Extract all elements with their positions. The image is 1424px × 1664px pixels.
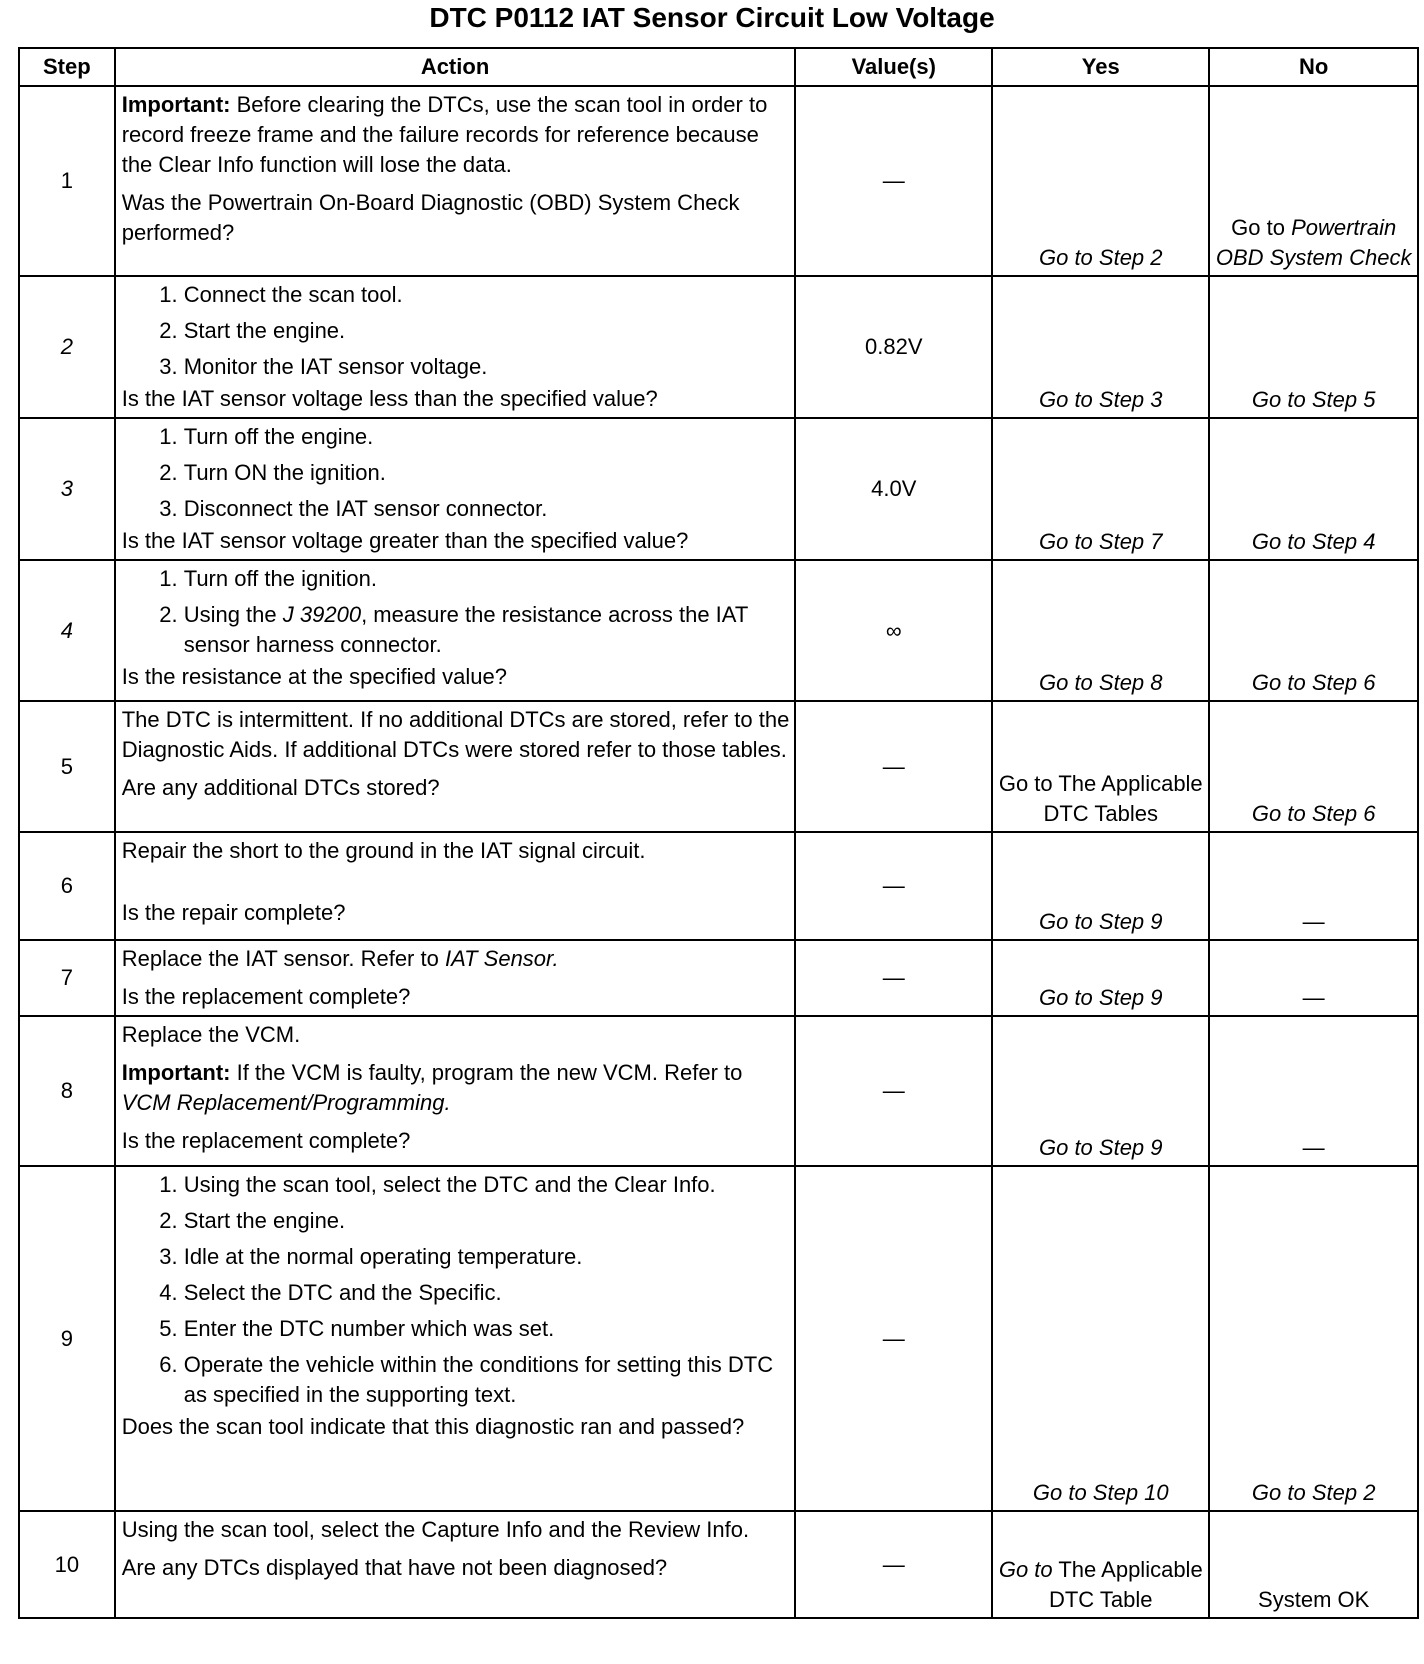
no-cell: — — [1209, 940, 1418, 1016]
action-text: Using the scan tool, select the Capture Info and the Review Info. — [121, 1517, 750, 1542]
action-cell — [115, 1511, 796, 1618]
table-row — [19, 701, 1418, 832]
value-cell: — — [795, 1511, 992, 1618]
action-steps-list — [122, 422, 790, 524]
no-cell: System OK — [1209, 1511, 1418, 1618]
action-text-part: Replace the IAT sensor. Refer to — [121, 946, 445, 971]
question-text: Was the Powertrain On-Board Diagnostic (OBD) System Check performed? — [121, 190, 740, 245]
value-cell: — — [795, 832, 992, 940]
no-cell: — — [1209, 832, 1418, 940]
yes-cell: Go to Step 9 — [992, 1016, 1209, 1166]
action-text: Repair the short to the ground in the IAT signal circuit. — [121, 838, 646, 863]
step-text: Using the — [183, 602, 283, 627]
table-row — [19, 1016, 1418, 1166]
list-item: 3. Disconnect the IAT sensor connector. — [184, 494, 790, 524]
table-row — [19, 940, 1418, 1016]
value-cell: — — [795, 1016, 992, 1166]
header-no: No — [1209, 48, 1418, 86]
yes-cell: Go to Step 2 — [992, 86, 1209, 276]
yes-cell: Go to The Applicable DTC Tables — [992, 701, 1209, 832]
action-cell — [115, 86, 796, 276]
action-cell — [115, 1016, 796, 1166]
list-item: 2. Start the engine. — [184, 1206, 790, 1236]
no-cell: Go to Step 6 — [1209, 560, 1418, 701]
table-row — [19, 1511, 1418, 1618]
action-cell — [115, 832, 796, 940]
list-item: 2. Turn ON the ignition. — [184, 458, 790, 488]
value-cell: — — [795, 701, 992, 832]
action-steps-list — [122, 1170, 790, 1410]
step-text: , measure the resistance across the IAT sensor harness connector. — [183, 602, 748, 657]
no-cell: Go to Step 5 — [1209, 276, 1418, 418]
no-cell: Go to Step 6 — [1209, 701, 1418, 832]
question-text: Is the IAT sensor voltage greater than the specified value? — [121, 528, 689, 553]
no-link: Powertrain OBD System Check — [1215, 215, 1412, 270]
step-number: 4 — [19, 560, 115, 701]
action-text — [122, 944, 790, 974]
value-cell: — — [795, 940, 992, 1016]
yes-cell — [992, 1511, 1209, 1618]
question-text: Is the IAT sensor voltage less than the specified value? — [121, 386, 658, 411]
table-row — [19, 418, 1418, 560]
yes-cell: Go to Step 3 — [992, 276, 1209, 418]
list-item: 4. Select the DTC and the Specific. — [184, 1278, 790, 1308]
yes-cell: Go to Step 10 — [992, 1166, 1209, 1511]
action-text: Replace the VCM. — [121, 1022, 301, 1047]
header-action: Action — [115, 48, 796, 86]
yes-cell: Go to Step 7 — [992, 418, 1209, 560]
action-cell — [115, 276, 796, 418]
table-header-row — [19, 48, 1418, 86]
important-label: Important: — [121, 92, 231, 117]
no-cell — [1209, 86, 1418, 276]
reference-link: IAT Sensor. — [444, 946, 559, 971]
table-row — [19, 832, 1418, 940]
yes-cell: Go to Step 9 — [992, 940, 1209, 1016]
action-cell — [115, 1166, 796, 1511]
question-text: Is the replacement complete? — [121, 1128, 411, 1153]
value-cell: 4.0V — [795, 418, 992, 560]
yes-prefix: Go to — [998, 1557, 1053, 1582]
no-cell: — — [1209, 1016, 1418, 1166]
step-number: 9 — [19, 1166, 115, 1511]
step-number: 10 — [19, 1511, 115, 1618]
important-label: Important: — [121, 1060, 231, 1085]
list-item: 5. Enter the DTC number which was set. — [184, 1314, 790, 1344]
table-row — [19, 86, 1418, 276]
yes-rest: The Applicable DTC Table — [1048, 1557, 1203, 1612]
action-text: The DTC is intermittent. If no additional DTCs are stored, refer to the Diagnostic Aids. If additional DTCs were stored refer to those tables. — [121, 707, 790, 762]
table-row — [19, 560, 1418, 701]
table-row — [19, 1166, 1418, 1511]
step-number: 7 — [19, 940, 115, 1016]
yes-cell: Go to Step 9 — [992, 832, 1209, 940]
table-row — [19, 276, 1418, 418]
list-item: 1. Turn off the engine. — [184, 422, 790, 452]
header-values: Value(s) — [795, 48, 992, 86]
important-note — [122, 90, 790, 180]
action-steps-list — [122, 280, 790, 382]
tool-reference: J 39200 — [282, 602, 362, 627]
question-text: Are any DTCs displayed that have not been diagnosed? — [121, 1555, 668, 1580]
important-text: Before clearing the DTCs, use the scan tool in order to record freeze frame and the failure records for reference because the Clear Info function will lose the data. — [121, 92, 768, 177]
step-number: 3 — [19, 418, 115, 560]
step-number: 5 — [19, 701, 115, 832]
list-item: 2. Start the engine. — [184, 316, 790, 346]
important-note — [122, 1058, 790, 1118]
important-text: If the VCM is faulty, program the new VCM. Refer to — [230, 1060, 743, 1085]
action-cell — [115, 560, 796, 701]
step-number: 2 — [19, 276, 115, 418]
question-text: Is the repair complete? — [121, 900, 346, 925]
action-cell — [115, 418, 796, 560]
diagnostic-table — [18, 47, 1419, 1619]
step-number: 1 — [19, 86, 115, 276]
value-cell: — — [795, 86, 992, 276]
no-cell: Go to Step 2 — [1209, 1166, 1418, 1511]
value-cell: ∞ — [795, 560, 992, 701]
value-cell: — — [795, 1166, 992, 1511]
action-cell — [115, 701, 796, 832]
header-step: Step — [19, 48, 115, 86]
step-number: 8 — [19, 1016, 115, 1166]
header-yes: Yes — [992, 48, 1209, 86]
question-text: Is the resistance at the specified value? — [121, 664, 507, 689]
page-title: DTC P0112 IAT Sensor Circuit Low Voltage — [429, 2, 995, 33]
step-number: 6 — [19, 832, 115, 940]
no-cell: Go to Step 4 — [1209, 418, 1418, 560]
list-item: 1. Using the scan tool, select the DTC and the Clear Info. — [184, 1170, 790, 1200]
list-item — [184, 600, 790, 660]
list-item: 3. Monitor the IAT sensor voltage. — [184, 352, 790, 382]
list-item: 1. Connect the scan tool. — [184, 280, 790, 310]
question-text: Is the replacement complete? — [121, 984, 411, 1009]
yes-cell: Go to Step 8 — [992, 560, 1209, 701]
question-text: Are any additional DTCs stored? — [121, 775, 440, 800]
reference-link: VCM Replacement/Programming. — [121, 1090, 451, 1115]
list-item: 3. Idle at the normal operating temperature. — [184, 1242, 790, 1272]
list-item: 6. Operate the vehicle within the conditions for setting this DTC as specified in the supporting text. — [184, 1350, 790, 1410]
action-cell — [115, 940, 796, 1016]
question-text: Does the scan tool indicate that this diagnostic ran and passed? — [121, 1414, 745, 1439]
action-steps-list — [122, 564, 790, 660]
value-cell: 0.82V — [795, 276, 992, 418]
list-item: 1. Turn off the ignition. — [184, 564, 790, 594]
no-prefix: Go to — [1231, 215, 1292, 240]
